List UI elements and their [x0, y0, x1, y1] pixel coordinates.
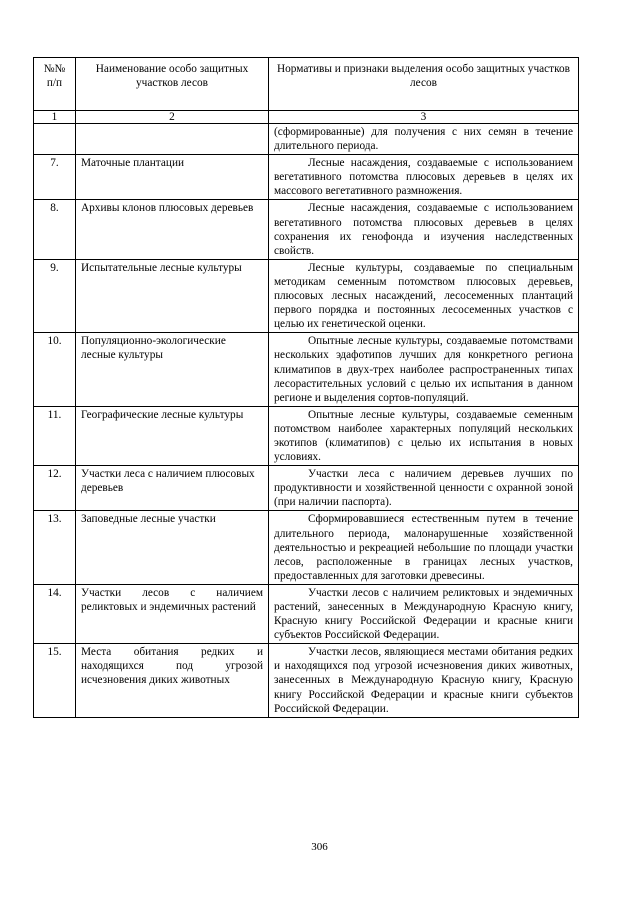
- header-name-cell: [76, 58, 269, 111]
- row-description-text: Лесные насаждения, создаваемые с использованием вегетативного потомства плюсовых деревьев в целях сохранения их генофонда и изучения наследственных свойств.: [274, 202, 573, 257]
- row-description-text: Лесные насаждения, создаваемые с использованием вегетативного потомства плюсовых деревьев в целях их массового вегетативного размножения.: [274, 157, 573, 198]
- row-description: [269, 124, 579, 155]
- table-row: [34, 200, 579, 259]
- table-row: [34, 644, 579, 717]
- row-number: 15.: [34, 644, 76, 717]
- header-number-label: №№ п/п: [43, 63, 66, 90]
- row-description-text: (сформированные) для получения с них семян в течение длительного периода.: [274, 126, 573, 153]
- row-number: 11.: [34, 406, 76, 465]
- table-row: [34, 466, 579, 511]
- row-description: [269, 259, 579, 332]
- column-number-row: [34, 111, 579, 124]
- header-criteria-cell: [269, 58, 579, 111]
- row-description: [269, 406, 579, 465]
- row-number: 12.: [34, 466, 76, 511]
- row-description-text: Участки лесов с наличием реликтовых и эндемичных растений, занесенных в Международную Красную книгу, Красную книгу Российской Федерации и красные книги субъектов Российской Федерации.: [274, 586, 573, 642]
- protected-areas-table: [33, 57, 579, 718]
- page-number: 306: [311, 841, 328, 853]
- row-name: Архивы клонов плюсовых деревьев: [76, 200, 269, 259]
- column-number-cell: 2: [76, 111, 269, 124]
- row-number: 14.: [34, 584, 76, 643]
- row-number: 10.: [34, 333, 76, 406]
- row-name: Места обитания редких и находящихся под угрозой исчезновения диких животных: [76, 644, 269, 717]
- header-criteria-label: Нормативы и признаки выделения особо защитных участков лесов: [276, 63, 571, 90]
- table-header-row: [34, 58, 579, 111]
- row-number: 8.: [34, 200, 76, 259]
- row-description: [269, 466, 579, 511]
- row-number: 7.: [34, 155, 76, 200]
- row-description-text: Опытные лесные культуры, создаваемые потомствами нескольких эдафотипов лучших для конкретного региона климатипов в двух-трех наиболее распространенных типах лесорастительных условий с целью их испытания в данном регионе и выделения сортов-популяций.: [274, 335, 573, 404]
- row-name: [76, 124, 269, 155]
- header-name-label: Наименование особо защитных участков лесов: [95, 63, 249, 90]
- table-row: [34, 155, 579, 200]
- row-name: Участки лесов с наличием реликтовых и эндемичных растений: [76, 584, 269, 643]
- row-description-text: Лесные культуры, создаваемые по специальным методикам семенным потомством плюсовых деревьев, плюсовых лесных насаждений, лесосеменных плантаций первого порядка и постоянных лесосеменных участков с целью их генетической оценки.: [274, 261, 573, 331]
- table-row: [34, 259, 579, 332]
- row-name: Участки леса с наличием плюсовых деревьев: [76, 466, 269, 511]
- table-row: [34, 584, 579, 643]
- row-description: [269, 155, 579, 200]
- row-description: [269, 584, 579, 643]
- row-name: Географические лесные культуры: [76, 406, 269, 465]
- row-description-text: Сформировавшиеся естественным путем в течение длительного периода, малонарушенные хозяйственной деятельностью и рекреацией небольшие по площади участки лесов, расположенные в границах лесных участков, предоставленных для заготовки древесины.: [274, 513, 573, 582]
- row-number: 13.: [34, 511, 76, 584]
- row-description-text: Участки лесов, являющиеся местами обитания редких и находящихся под угрозой исчезновения диких животных, занесенных в Международную Красную книгу, Красную книгу Российской Федерации и красные книги субъектов Российской Федерации.: [274, 646, 573, 715]
- column-number-cell: 3: [269, 111, 579, 124]
- row-description: [269, 644, 579, 717]
- row-name: Заповедные лесные участки: [76, 511, 269, 584]
- row-number: [34, 124, 76, 155]
- row-name: Испытательные лесные культуры: [76, 259, 269, 332]
- table-row: [34, 333, 579, 406]
- table-row: [34, 511, 579, 584]
- row-description-text: Опытные лесные культуры, создаваемые семенным потомством наиболее характерных популяций нескольких экотипов (климатипов) с целью их испытания в новых условиях.: [274, 408, 573, 464]
- row-name: Маточные плантации: [76, 155, 269, 200]
- table-row: [34, 406, 579, 465]
- row-name: Популяционно-экологические лесные культуры: [76, 333, 269, 406]
- row-description: [269, 200, 579, 259]
- row-description-text: Участки леса с наличием деревьев лучших по продуктивности и хозяйственной ценности с охранной зоной (при наличии паспорта).: [274, 468, 573, 509]
- row-description: [269, 333, 579, 406]
- table-row: [34, 124, 579, 155]
- row-description: [269, 511, 579, 584]
- column-number-cell: 1: [34, 111, 76, 124]
- header-number-cell: [34, 58, 76, 111]
- row-number: 9.: [34, 259, 76, 332]
